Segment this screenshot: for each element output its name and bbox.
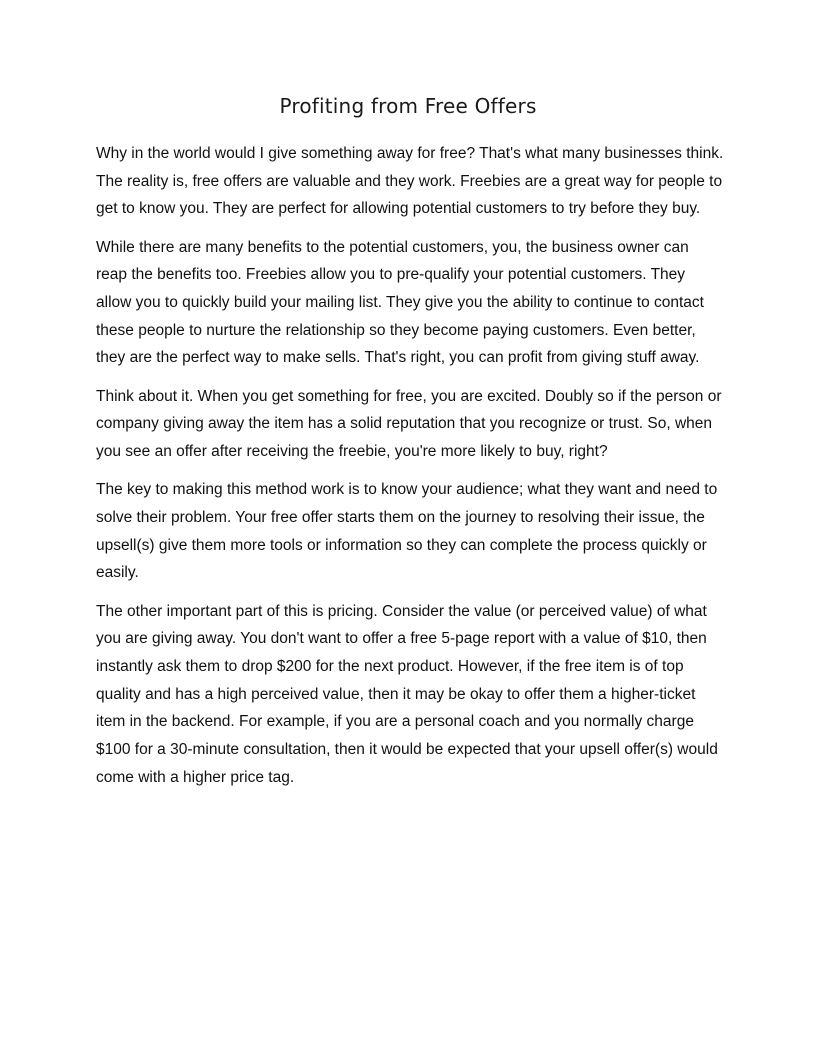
document-body [96,140,724,802]
paragraph-1: Why in the world would I give something away for free? That's what many businesses think. The reality is, free offers are valuable and they work. Freebies are a great way for people to get to know you. They are perfect for allowing potential customers to try before they buy. [96,145,724,218]
paragraph-4: The key to making this method work is to know your audience; what they want and need to solve their problem. Your free offer starts them on the journey to resolving their issue, the upsell(s) give them more tools or information so they can complete the process quickly or easily. [96,481,718,582]
paragraph-5: The other important part of this is pricing. Consider the value (or perceived value) of what you are giving away. You don't want to offer a free 5-page report with a value of $10, then instantly ask them to drop $200 for the next product. However, if the free item is of top quality and has a high perceived value, then it may be okay to offer them a higher-ticket item in the backend. For example, if you are a personal coach and you normally charge $100 for a 30-minute consultation, then it would be expected that your upsell offer(s) would come with a higher price tag. [96,602,718,786]
paragraph-3: Think about it. When you get something for free, you are excited. Doubly so if the person or company giving away the item has a solid reputation that you recognize or trust. So, when you see an offer after receiving the freebie, you're more likely to buy, right? [96,387,722,461]
document-title: Profiting from Free Offers [279,94,537,118]
paragraph-2: While there are many benefits to the potential customers, you, the business owner can reap the benefits too. Freebies allow you to pre-qualify your potential customers. They allow you to quickly build your mailing list. They give you the ability to continue to contact these people to nurture the relationship so they become paying customers. Even better, they are the perfect way to make sells. That's right, you can profit from giving stuff away. [96,238,704,367]
